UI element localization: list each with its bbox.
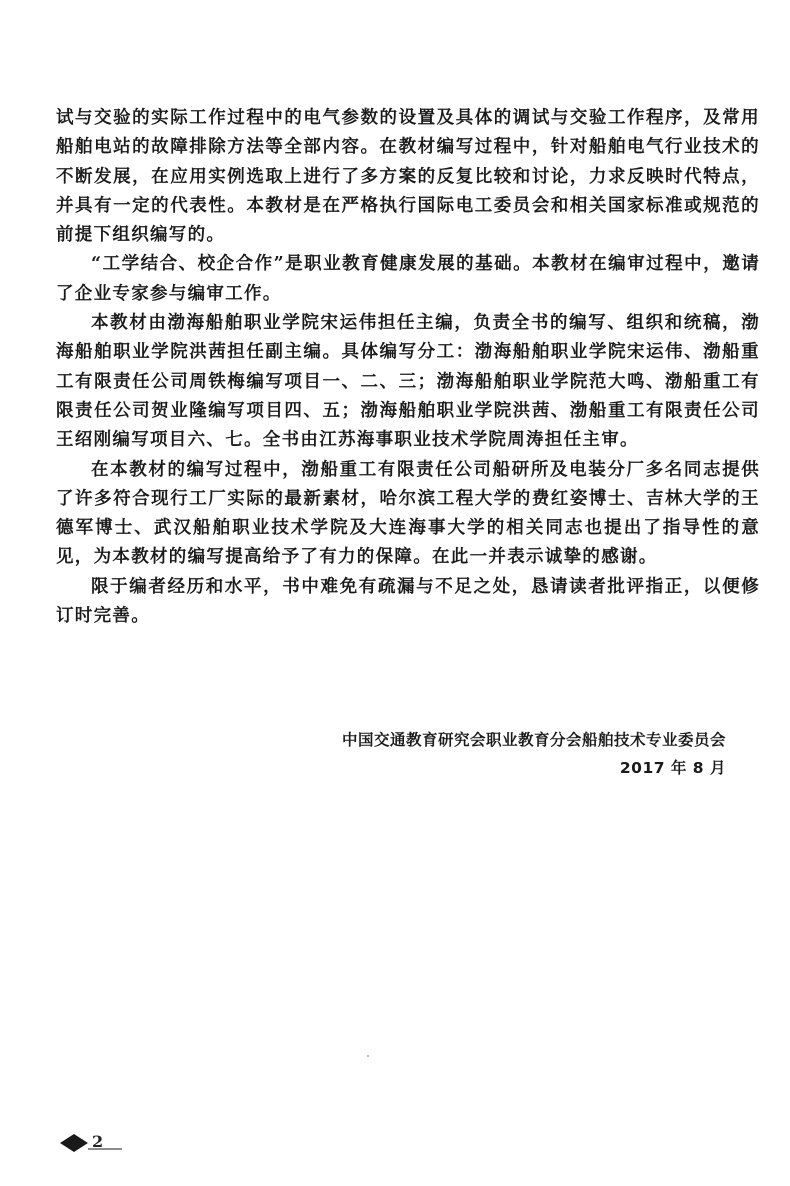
paragraph-industry-cooperation: “工学结合、校企合作”是职业教育健康发展的基础。本教材在编审过程中，邀请了企业专家参与编审工作。	[56, 254, 760, 304]
paragraph-disclaimer: 限于编者经历和水平，书中难免有疏漏与不足之处，恳请读者批评指正，以便修订时完善。	[56, 576, 760, 627]
signature-date: 2017 年 8 月	[619, 759, 726, 777]
paragraph-continuation: 试与交验的实际工作过程中的电气参数的设置及具体的调试与交验工作程序，及常用船舶电站的故障排除方法等全部内容。在教材编写过程中，针对船舶电气行业技术的不断发展，在应用实例选取上进行了多方案的反复比较和讨论，力求反映时代特点，并具有一定的代表性。本教材是在严格执行国际电工委员会和相关国家标准或规范的前提下组织编写的。	[56, 108, 760, 246]
signature-block	[342, 726, 726, 782]
page-number-ornament-icon	[56, 1128, 126, 1158]
scan-speck	[367, 1055, 369, 1057]
preface-body	[56, 104, 760, 631]
paragraph-acknowledgements: 在本教材的编写过程中，渤船重工有限责任公司船研所及电装分厂多名同志提供了许多符合现行工厂实际的最新素材，哈尔滨工程大学的费红姿博士、吉林大学的王德军博士、武汉船舶职业技术学院及大连海事大学的相关同志也提出了指导性的意见，为本教材的编写提高给予了有力的保障。在此一并表示诚挚的感谢。	[56, 459, 760, 568]
page-number: 2	[92, 1132, 104, 1151]
signature-organization: 中国交通教育研究会职业教育分会船舶技术专业委员会	[341, 731, 726, 749]
paragraph-authors: 本教材由渤海船舶职业学院宋运伟担任主编，负责全书的编写、组织和统稿，渤海船舶职业学院洪茜担任副主编。具体编写分工：渤海船舶职业学院宋运伟、渤船重工有限责任公司周铁梅编写项目一、二、三；渤海船舶职业学院范大鸣、渤船重工有限责任公司贺业隆编写项目四、五；渤海船舶职业学院洪茜、渤船重工有限责任公司王绍刚编写项目六、七。全书由江苏海事职业技术学院周涛担任主审。	[56, 313, 760, 451]
